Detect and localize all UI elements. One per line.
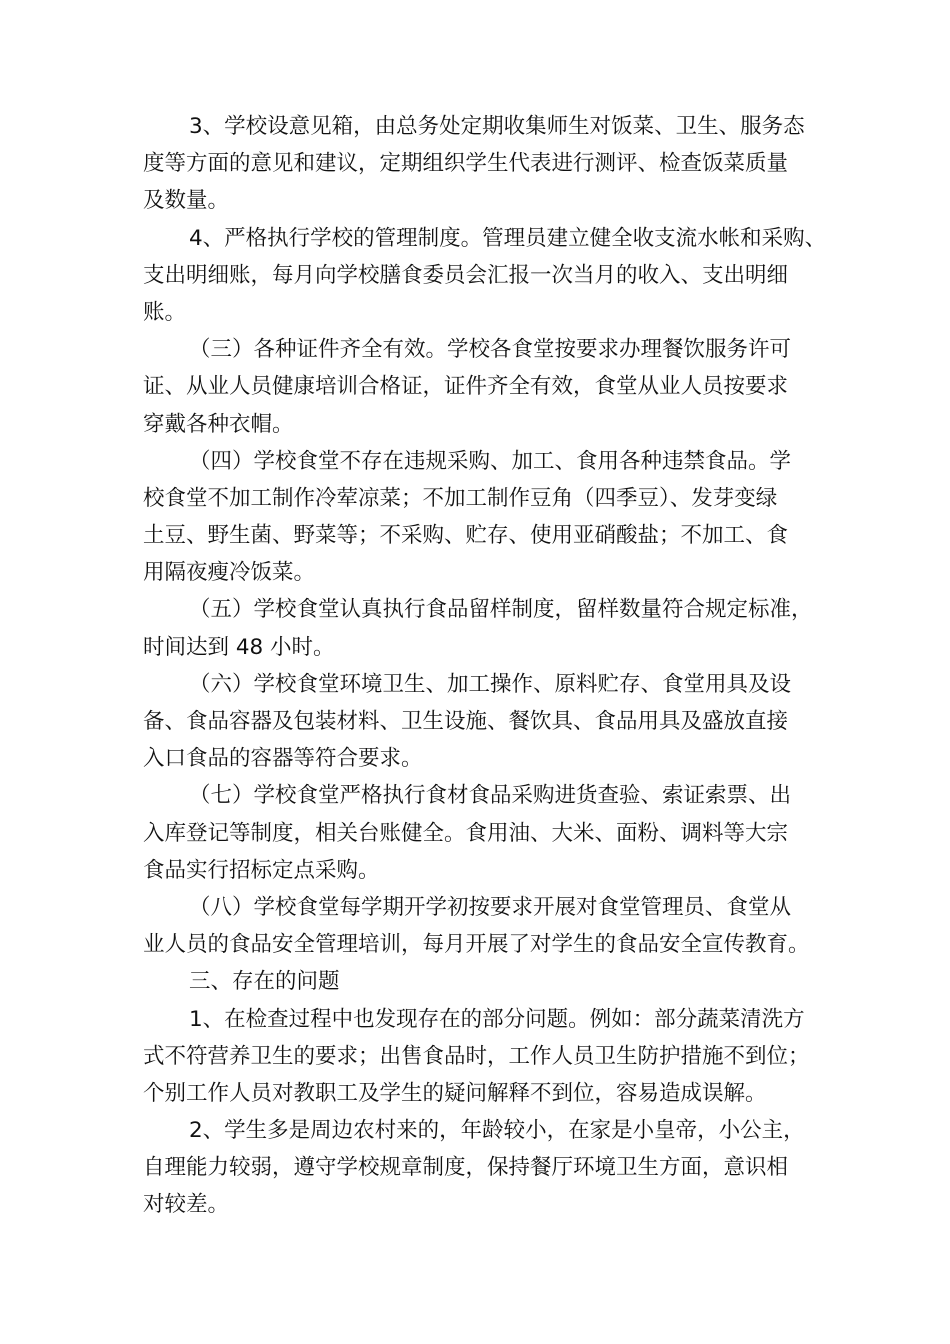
document-line: 个别工作人员对教职工及学生的疑问解释不到位，容易造成误解。 xyxy=(143,1080,767,1106)
document-line: 时间达到 48 小时。 xyxy=(143,634,335,660)
document-line: （三）各种证件齐全有效。学校各食堂按要求办理餐饮服务许可 xyxy=(189,337,792,363)
document-line: 备、食品容器及包装材料、卫生设施、餐饮具、食品用具及盛放直接 xyxy=(143,709,789,734)
document-line: 账。 xyxy=(143,299,187,325)
document-line: 用隔夜瘦冷饭菜。 xyxy=(143,560,316,586)
document-line: 3、学校设意见箱，由总务处定期收集师生对饭菜、卫生、服务态 xyxy=(189,114,805,139)
document-line: 及数量。 xyxy=(143,188,230,214)
document-line: （七）学校食堂严格执行食材食品采购进货查验、索证索票、出 xyxy=(189,783,792,809)
document-line: 对较差。 xyxy=(143,1192,230,1218)
document-line: 业人员的食品安全管理培训，每月开展了对学生的食品安全宣传教育。 xyxy=(143,932,810,958)
document-line: 穿戴各种衣帽。 xyxy=(143,411,294,437)
document-line: 支出明细账，每月向学校膳食委员会汇报一次当月的收入、支出明细 xyxy=(143,262,789,288)
document-line: 4、严格执行学校的管理制度。管理员建立健全收支流水帐和采购、 xyxy=(189,225,827,251)
document-line: 式不符营养卫生的要求；出售食品时，工作人员卫生防护措施不到位； xyxy=(143,1043,810,1069)
document-line: 入库登记等制度，相关台账健全。食用油、大米、面粉、调料等大宗 xyxy=(143,820,789,846)
document-line: 1、在检查过程中也发现存在的部分问题。例如：部分蔬菜清洗方 xyxy=(189,1006,805,1032)
document-line: 入口食品的容器等符合要求。 xyxy=(143,746,423,772)
document-line: （六）学校食堂环境卫生、加工操作、原料贮存、食堂用具及设 xyxy=(189,671,792,697)
document-line: 三、存在的问题 xyxy=(189,969,340,995)
document-line: 校食堂不加工制作冷荤凉菜；不加工制作豆角（四季豆）、发芽变绿 xyxy=(143,485,778,511)
document-line: 度等方面的意见和建议，定期组织学生代表进行测评、检查饭菜质量 xyxy=(143,151,789,177)
document-line: （五）学校食堂认真执行食品留样制度，留样数量符合规定标准， xyxy=(189,597,813,623)
document-line: 食品实行招标定点采购。 xyxy=(143,857,380,883)
document-body xyxy=(143,108,827,1224)
document-line: （八）学校食堂每学期开学初按要求开展对食堂管理员、食堂从 xyxy=(189,894,792,920)
document-line: 2、学生多是周边农村来的，年龄较小，在家是小皇帝，小公主， xyxy=(189,1118,805,1144)
document-line: 土豆、野生菌、野菜等；不采购、贮存、使用亚硝酸盐；不加工、食 xyxy=(143,523,789,549)
document-line: 证、从业人员健康培训合格证，证件齐全有效，食堂从业人员按要求 xyxy=(143,374,789,400)
document-line: 自理能力较弱，遵守学校规章制度，保持餐厅环境卫生方面，意识相 xyxy=(143,1155,789,1181)
document-line: （四）学校食堂不存在违规采购、加工、食用各种违禁食品。学 xyxy=(189,448,792,474)
